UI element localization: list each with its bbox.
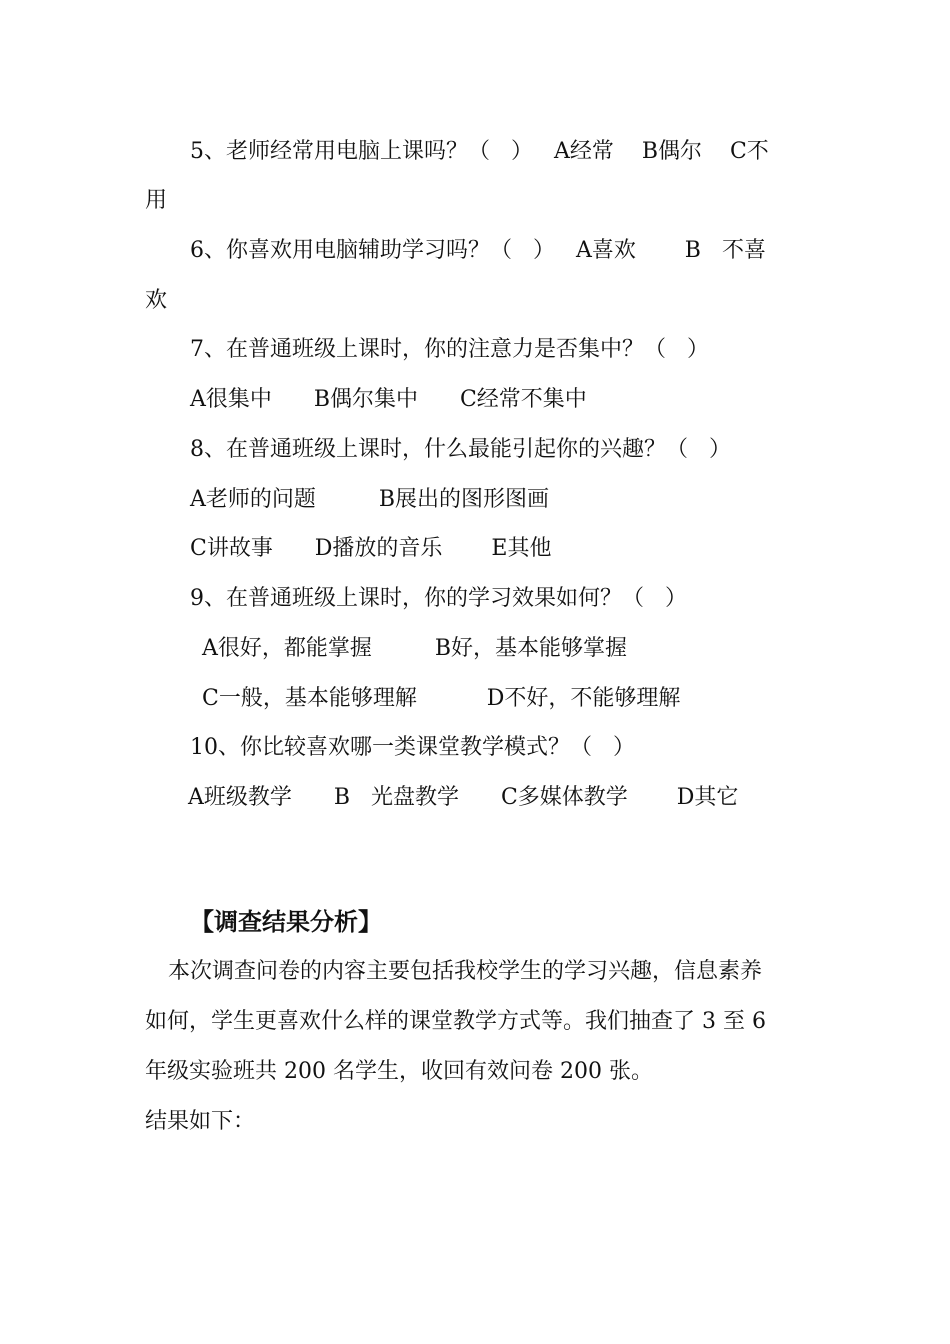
question-6-line-1: 6、你喜欢用电脑辅助学习吗？（ ） A喜欢 B 不喜 [190, 238, 766, 263]
analysis-heading: 【调查结果分析】 [190, 907, 382, 936]
question-8-options-1: A老师的问题 B展出的图形图画 [190, 487, 549, 512]
analysis-paragraph-line-3: 年级实验班共 200 名学生，收回有效问卷 200 张。 [145, 1059, 653, 1084]
analysis-paragraph-line-2: 如何，学生更喜欢什么样的课堂教学方式等。我们抽查了 3 至 6 [145, 1009, 766, 1034]
question-5-line-1: 5、老师经常用电脑上课吗？（ ） A经常 B偶尔 C不 [190, 139, 769, 164]
question-10-options: A班级教学 B 光盘教学 C多媒体教学 D其它 [188, 785, 739, 810]
question-9: 9、在普通班级上课时，你的学习效果如何？（ ） [190, 586, 687, 611]
result-label: 结果如下： [145, 1109, 256, 1134]
question-7-options: A很集中 B偶尔集中 C经常不集中 [190, 387, 587, 412]
question-7: 7、在普通班级上课时，你的注意力是否集中？（ ） [190, 337, 709, 362]
question-9-options-2: C一般，基本能够理解 D不好，不能够理解 [202, 686, 681, 711]
question-6-line-2: 欢 [145, 288, 168, 313]
question-8-options-2: C讲故事 D播放的音乐 E其他 [190, 536, 552, 561]
question-10: 10、你比较喜欢哪一类课堂教学模式？（ ） [190, 735, 635, 760]
question-8: 8、在普通班级上课时，什么最能引起你的兴趣？（ ） [190, 437, 731, 462]
question-5-line-2: 用 [145, 188, 168, 213]
analysis-paragraph-line-1: 本次调查问卷的内容主要包括我校学生的学习兴趣，信息素养 [168, 959, 763, 984]
question-9-options-1: A很好，都能掌握 B好，基本能够掌握 [202, 636, 627, 661]
